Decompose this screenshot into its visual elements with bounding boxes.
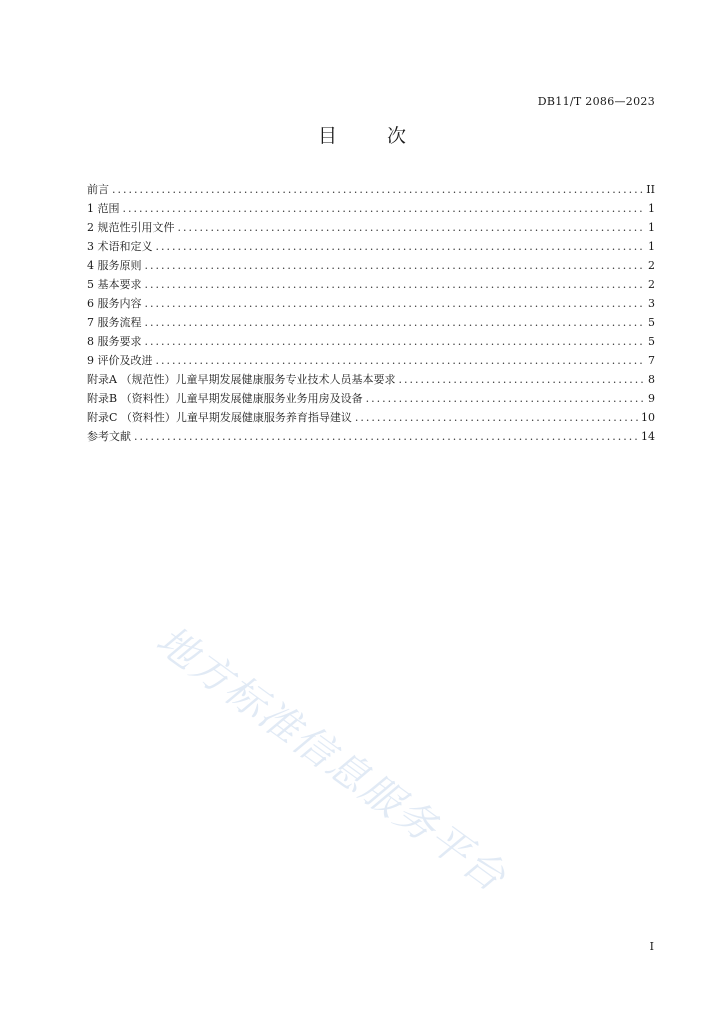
document-code: DB11/T 2086—2023 — [537, 95, 655, 108]
toc-entry-basic-requirements[interactable] — [87, 275, 655, 294]
toc-entry-label: 2 规范性引用文件 — [87, 221, 175, 234]
toc-entry-page: 9 — [648, 392, 655, 405]
toc-entry-label: 3 术语和定义 — [87, 240, 153, 253]
toc-entry-label: 5 基本要求 — [87, 278, 142, 291]
toc-title: 目 次 — [317, 125, 429, 147]
toc-entry-page: 1 — [648, 202, 655, 215]
toc-entry-label: 附录B （资料性）儿童早期发展健康服务业务用房及设备 — [87, 392, 363, 405]
toc-leader-dots — [134, 427, 638, 446]
toc-entry-label: 附录A （规范性）儿童早期发展健康服务专业技术人员基本要求 — [87, 373, 396, 386]
toc-entry-normative-references[interactable] — [87, 218, 655, 237]
toc-entry-evaluation[interactable] — [87, 351, 655, 370]
toc-leader-dots — [123, 199, 646, 218]
toc-entry-page: 3 — [648, 297, 655, 310]
watermark: 地方标准信息服务平台 — [147, 617, 515, 902]
toc-entry-label: 9 评价及改进 — [87, 354, 153, 367]
toc-leader-dots — [145, 313, 646, 332]
toc-entry-page: 5 — [648, 335, 655, 348]
toc-entry-bibliography[interactable] — [87, 427, 655, 446]
toc-entry-page: 8 — [648, 373, 655, 386]
toc-leader-dots — [366, 389, 645, 408]
toc-entry-page: 1 — [648, 240, 655, 253]
toc-leader-dots — [156, 351, 646, 370]
toc-leader-dots — [145, 256, 646, 275]
toc-entry-page: 1 — [648, 221, 655, 234]
toc-leader-dots — [145, 294, 646, 313]
toc-entry-service-content[interactable] — [87, 294, 655, 313]
toc-leader-dots — [398, 370, 645, 389]
toc-leader-dots — [112, 180, 643, 199]
toc-entry-label: 8 服务要求 — [87, 335, 142, 348]
toc-leader-dots — [355, 408, 638, 427]
toc-entry-label: 7 服务流程 — [87, 316, 142, 329]
toc-entry-label: 参考文献 — [87, 430, 131, 443]
toc-entry-label: 1 范围 — [87, 202, 120, 215]
toc-entry-appendix-c[interactable] — [87, 408, 655, 427]
toc-entry-foreword[interactable] — [87, 180, 655, 199]
table-of-contents — [87, 180, 655, 446]
toc-entry-page: 7 — [648, 354, 655, 367]
toc-entry-service-requirements[interactable] — [87, 332, 655, 351]
toc-entry-page: II — [646, 183, 655, 196]
toc-entry-scope[interactable] — [87, 199, 655, 218]
toc-entry-appendix-a[interactable] — [87, 370, 655, 389]
toc-entry-label: 4 服务原则 — [87, 259, 142, 272]
toc-entry-service-process[interactable] — [87, 313, 655, 332]
page-number: I — [649, 940, 654, 953]
toc-entry-label: 附录C （资料性）儿童早期发展健康服务养育指导建议 — [87, 411, 352, 424]
toc-entry-label: 前言 — [87, 183, 109, 196]
toc-entry-page: 10 — [641, 411, 655, 424]
toc-entry-page: 2 — [648, 259, 655, 272]
toc-entry-page: 2 — [648, 278, 655, 291]
toc-entry-label: 6 服务内容 — [87, 297, 142, 310]
toc-leader-dots — [156, 237, 646, 256]
toc-entry-terms[interactable] — [87, 237, 655, 256]
toc-entry-page: 5 — [648, 316, 655, 329]
toc-leader-dots — [178, 218, 646, 237]
toc-entry-principles[interactable] — [87, 256, 655, 275]
toc-entry-appendix-b[interactable] — [87, 389, 655, 408]
toc-entry-page: 14 — [641, 430, 655, 443]
toc-leader-dots — [145, 275, 646, 294]
toc-leader-dots — [145, 332, 646, 351]
